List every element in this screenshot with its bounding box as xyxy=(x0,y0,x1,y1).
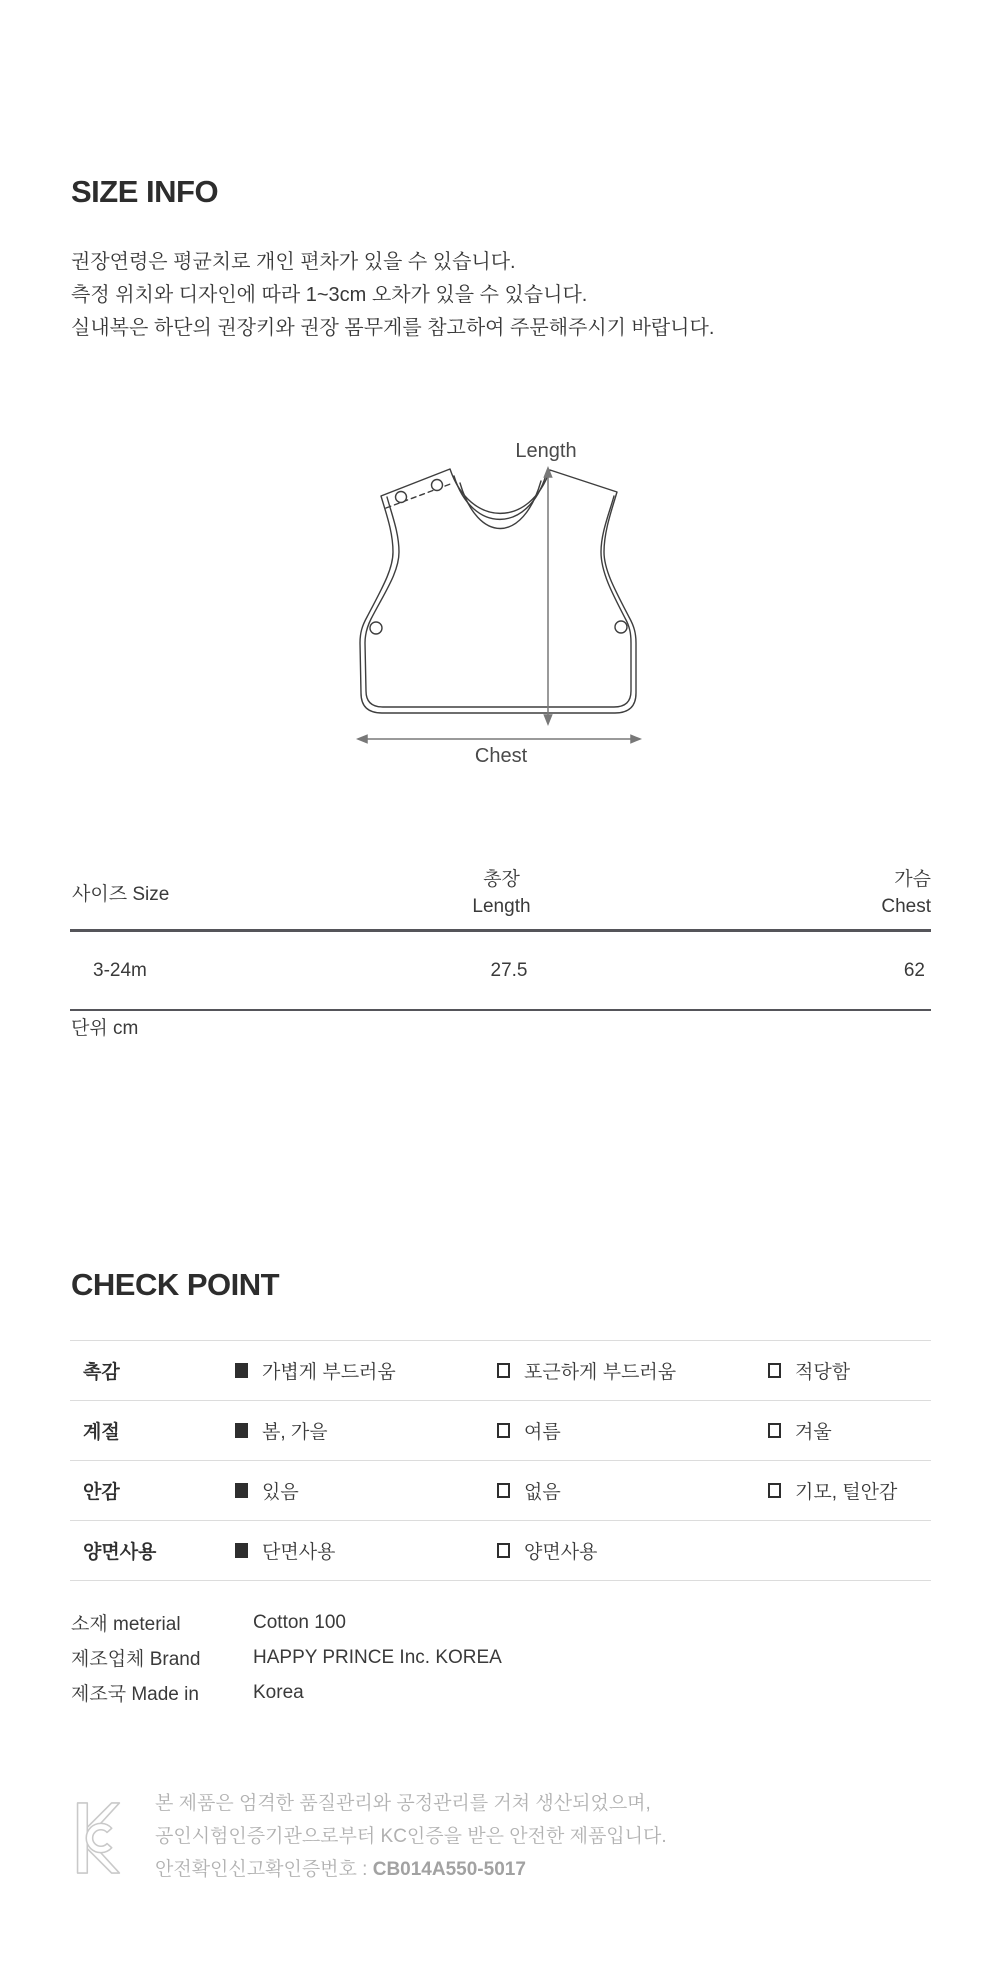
size-notes xyxy=(71,246,714,345)
garment-measurement-diagram xyxy=(280,420,680,780)
col-header-length: 총장 Length xyxy=(472,868,531,917)
length-measure-label: Length xyxy=(515,440,577,462)
option-label: 단면사용 xyxy=(262,1542,336,1563)
check-point-row xyxy=(70,1401,931,1461)
certification-line: 공인시험인증기관으로부터 KC인증을 받은 안전한 제품입니다. xyxy=(155,1826,667,1847)
checkbox-icon xyxy=(768,1423,781,1438)
garment-outline xyxy=(360,469,636,713)
shoulder-snap-button xyxy=(432,480,443,491)
size-table xyxy=(70,856,931,1011)
side-snap-button xyxy=(370,622,382,634)
product-details xyxy=(71,1605,502,1710)
checkbox-icon xyxy=(235,1363,248,1378)
checkpoint-option xyxy=(497,1521,597,1580)
checkbox-icon xyxy=(235,1423,248,1438)
checkpoint-option xyxy=(768,1401,832,1460)
size-note-line: 권장연령은 평균치로 개인 편차가 있을 수 있습니다. xyxy=(71,251,516,273)
size-table-header xyxy=(70,856,931,932)
row-label: 계절 xyxy=(83,1422,120,1443)
option-label: 여름 xyxy=(524,1422,561,1443)
length-value: 27.5 xyxy=(490,960,528,981)
kc-mark-icon xyxy=(75,1801,121,1875)
check-point-table xyxy=(70,1340,931,1581)
checkbox-icon xyxy=(497,1363,510,1378)
size-table-row xyxy=(70,932,931,1011)
option-label: 봄, 가을 xyxy=(262,1422,328,1443)
certification-number: CB014A550-5017 xyxy=(372,1859,526,1880)
shoulder-snap-button xyxy=(396,492,407,503)
size-info-title: SIZE INFO xyxy=(71,173,219,209)
chest-arrow xyxy=(358,735,640,742)
col-header-size: 사이즈 Size xyxy=(72,884,170,905)
check-point-row xyxy=(70,1341,931,1401)
certification-number-line: 안전확인신고확인증번호 : CB014A550-5017 xyxy=(155,1859,526,1880)
checkpoint-option xyxy=(235,1461,299,1520)
check-point-title: CHECK POINT xyxy=(71,1266,280,1302)
checkpoint-option xyxy=(235,1521,335,1580)
checkbox-icon xyxy=(497,1543,510,1558)
garment-line-drawing xyxy=(280,420,680,780)
checkbox-icon xyxy=(235,1543,248,1558)
row-label: 안감 xyxy=(83,1482,120,1503)
detail-label: 제조국 Made in xyxy=(71,1684,199,1705)
option-label: 있음 xyxy=(262,1482,299,1503)
size-note-line: 실내복은 하단의 권장키와 권장 몸무게를 참고하여 주문해주시기 바랍니다. xyxy=(71,317,715,339)
checkpoint-option xyxy=(497,1461,561,1520)
chest-measure-label: Chest xyxy=(474,745,528,767)
checkpoint-option xyxy=(235,1401,328,1460)
col-header-chest: 가슴 Chest xyxy=(881,868,931,917)
option-label: 포근하게 부드러움 xyxy=(524,1362,677,1383)
option-label: 양면사용 xyxy=(524,1542,598,1563)
detail-label: 제조업체 Brand xyxy=(71,1649,201,1670)
detail-row xyxy=(71,1605,502,1640)
option-label: 적당함 xyxy=(795,1362,851,1383)
detail-row xyxy=(71,1640,502,1675)
option-label: 겨울 xyxy=(795,1422,832,1443)
certification-text xyxy=(155,1787,667,1886)
detail-value: Korea xyxy=(253,1681,304,1703)
option-label: 가볍게 부드러움 xyxy=(262,1362,396,1383)
checkpoint-option xyxy=(768,1461,897,1520)
detail-row xyxy=(71,1675,502,1710)
checkbox-icon xyxy=(497,1423,510,1438)
checkpoint-option xyxy=(768,1341,850,1400)
checkbox-icon xyxy=(768,1363,781,1378)
size-note-line: 측정 위치와 디자인에 따라 1~3cm 오차가 있을 수 있습니다. xyxy=(71,284,588,306)
check-point-row xyxy=(70,1521,931,1581)
checkpoint-option xyxy=(497,1401,561,1460)
detail-value: Cotton 100 xyxy=(253,1611,346,1633)
checkbox-icon xyxy=(768,1483,781,1498)
side-snap-button xyxy=(615,621,627,633)
row-label: 촉감 xyxy=(83,1362,120,1383)
check-point-row xyxy=(70,1461,931,1521)
checkpoint-option xyxy=(235,1341,396,1400)
option-label: 없음 xyxy=(524,1482,561,1503)
detail-value: HAPPY PRINCE Inc. KOREA xyxy=(253,1646,502,1668)
certification-line: 본 제품은 엄격한 품질관리와 공정관리를 거쳐 생산되었으며, xyxy=(155,1793,651,1814)
chest-value: 62 xyxy=(903,960,925,981)
unit-note: 단위 cm xyxy=(71,1018,139,1039)
size-value: 3-24m xyxy=(93,959,147,981)
checkbox-icon xyxy=(235,1483,248,1498)
row-label: 양면사용 xyxy=(83,1542,157,1563)
checkpoint-option xyxy=(497,1341,676,1400)
option-label: 기모, 털안감 xyxy=(795,1482,898,1503)
checkbox-icon xyxy=(497,1483,510,1498)
detail-label: 소재 meterial xyxy=(71,1614,181,1635)
